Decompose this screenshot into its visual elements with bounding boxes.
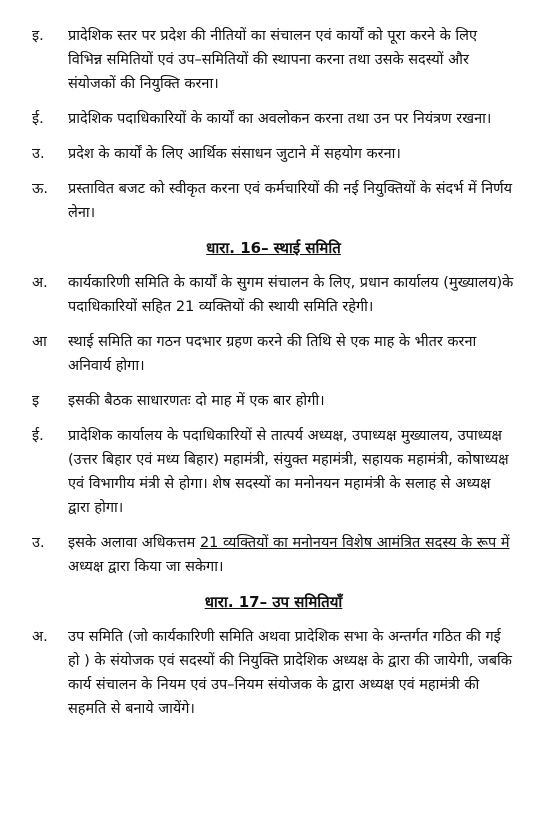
clause-text [68, 531, 515, 579]
section-16-clause-aa [32, 330, 515, 378]
clause-ii [32, 107, 515, 131]
clause-text: कार्यकारिणी समिति के कार्यों के सुगम संचालन के लिए, प्रधान कार्यालय (मुख्यालय)के पदाधिकारियों सहित 21 व्यक्तियों की स्थायी समिति रहेगी। [68, 275, 514, 315]
section-16-clause-ii [32, 424, 515, 520]
section-17-clause-a [32, 625, 515, 721]
clause-text: स्थाई समिति का गठन पदभार ग्रहण करने की तिथि से एक माह के भीतर करना अनिवार्य होगा। [68, 334, 477, 374]
clause-marker: ई. [32, 111, 44, 127]
section-16-clause-i [32, 389, 515, 413]
clause-text: उप समिति (जो कार्यकारिणी समिति अथवा प्रादेशिक सभा के अन्तर्गत गठित की गई हो ) के संयोजक एवं सदस्यों की नियुक्ति प्रादेशिक अध्यक्ष के द्वारा की जायेगी, जबकि कार्य संचालन के नियम एवं उप–नियम संयोजक के द्वारा अध्यक्ष एवं महामंत्री की सहमति से बनाये जायेंगे। [68, 629, 512, 717]
clause-marker: ऊ. [32, 181, 48, 197]
clause-i [32, 24, 515, 96]
clause-marker: अ. [32, 275, 48, 291]
clause-text: प्रदेश के कार्यों के लिए आर्थिक संसाधन जुटाने में सहयोग करना। [68, 146, 401, 162]
clause-marker: इ [32, 393, 40, 409]
clause-u [32, 142, 515, 166]
clause-text: प्रस्तावित बजट को स्वीकृत करना एवं कर्मचारियों की नई नियुक्तियों के संदर्भ में निर्णय लेना। [68, 181, 513, 221]
clause-text-pre: इसके अलावा अधिकत्तम [68, 535, 200, 551]
clause-marker: आ [32, 334, 47, 350]
section-16-clause-u [32, 531, 515, 579]
clause-text: प्रादेशिक स्तर पर प्रदेश की नीतियों का संचालन एवं कार्यों को पूरा करने के लिए विभिन्न समितियों एवं उप–समितियों की स्थापना करना तथा उसके सदस्यों और संयोजकों की नियुक्ति करना। [68, 28, 478, 92]
clause-marker: उ. [32, 146, 45, 162]
clause-marker: उ. [32, 535, 45, 551]
clause-uu [32, 177, 515, 225]
section-16-heading: धारा. 16– स्थाई समिति [206, 239, 341, 257]
clause-text-post: अध्यक्ष द्वारा किया जा सकेगा। [68, 559, 224, 575]
clause-text-underlined: 21 व्यक्तियों का मनोनयन विशेष आमंत्रित सदस्य के रूप में [199, 535, 510, 551]
clause-marker: अ. [32, 629, 48, 645]
clause-text: प्रादेशिक पदाधिकारियों के कार्यों का अवलोकन करना तथा उन पर नियंत्रण रखना। [68, 111, 492, 127]
clause-text: प्रादेशिक कार्यालय के पदाधिकारियों से तात्पर्य अध्यक्ष, उपाध्यक्ष मुख्यालय, उपाध्यक्ष (उत्तर बिहार एवं मध्य बिहार) महामंत्री, संयुक्त महामंत्री, सहायक महामंत्री, कोषाध्यक्ष एवं विभागीय मंत्री से होगा। शेष सदस्यों का मनोनयन महामंत्री के सलाह से अध्यक्ष द्वारा होगा। [68, 428, 509, 516]
section-17-heading: धारा. 17– उप समितियाँ [204, 593, 343, 611]
clause-marker: ई. [32, 428, 44, 444]
clause-text: इसकी बैठक साधारणतः दो माह में एक बार होगी। [68, 393, 325, 409]
section-16-clause-a [32, 271, 515, 319]
clause-marker: इ. [32, 28, 44, 44]
